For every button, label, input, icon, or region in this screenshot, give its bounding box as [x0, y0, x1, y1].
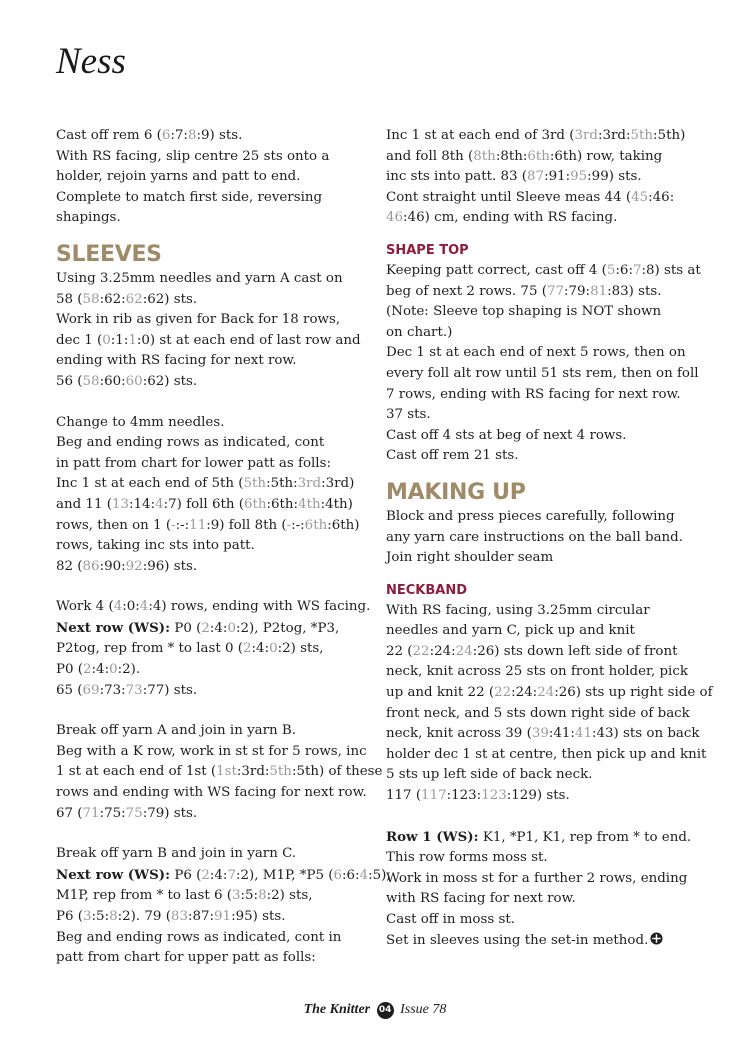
- size-value: 2: [83, 662, 92, 678]
- text-line: Keeping patt correct, cast off 4 (5:6:7:8) sts at: [386, 262, 701, 278]
- size-value: 117: [421, 788, 447, 804]
- size-value: 0: [269, 641, 278, 657]
- sleeves-heading: SLEEVES: [56, 241, 162, 267]
- size-value: 83: [170, 909, 188, 924]
- size-value: 6: [161, 128, 171, 143]
- sleeves-paragraph-1: [56, 269, 376, 393]
- text-line: Cast off rem 6 (6:7:8:9) sts.: [56, 128, 243, 143]
- size-value: 5th: [630, 128, 654, 143]
- size-value: 123: [481, 788, 507, 804]
- text-line: every foll alt row until 51 sts rem, then on foll: [386, 365, 699, 381]
- text-line: Beg with a K row, work in st st for 5 rows, inc: [56, 743, 367, 759]
- text-line: Work in moss st for a further 2 rows, ending: [386, 870, 688, 886]
- size-value: 58: [82, 373, 100, 389]
- text-line: 56 (58:60:60:62) sts.: [56, 373, 198, 389]
- size-value: 69: [82, 682, 100, 698]
- text-line: Next row (WS): P6 (2:4:7:2), M1P, *P5 (6:6:4:5),: [56, 866, 391, 883]
- text-line: P0 (2:4:0:2).: [56, 662, 141, 678]
- text-line: any yarn care instructions on the ball band.: [386, 529, 684, 545]
- text-line: neck, knit across 25 sts on front holder, pick: [386, 664, 688, 680]
- size-value: 11: [189, 517, 207, 533]
- size-value: 1st: [216, 764, 237, 780]
- size-value: 77: [546, 283, 564, 299]
- size-value: 1: [128, 332, 137, 348]
- size-value: 5: [606, 262, 616, 278]
- size-value: 6th: [527, 148, 550, 164]
- size-value: 3rd: [574, 128, 598, 143]
- text-line: Break off yarn A and join in yarn B.: [56, 723, 297, 739]
- text-line: Set in sleeves using the set-in method.: [386, 931, 706, 952]
- size-value: 8: [187, 128, 197, 143]
- page-number-badge: 04: [377, 1002, 394, 1019]
- size-value: 7: [227, 867, 236, 883]
- text-line: in patt from chart for lower patt as folls:: [56, 455, 331, 471]
- size-value: 6: [333, 867, 343, 883]
- size-value: 71: [82, 805, 100, 821]
- text-line: with RS facing for next row.: [386, 891, 576, 907]
- size-value: 45: [631, 189, 649, 205]
- text-line: rows, taking inc sts into patt.: [56, 538, 255, 554]
- text-line: 37 sts.: [386, 407, 431, 423]
- text-line: Work in rib as given for Back for 18 rows,: [56, 312, 341, 328]
- issue-number: Issue 78: [400, 1002, 447, 1017]
- text-line: 5 sts up left side of back neck.: [386, 767, 593, 783]
- size-value: 60: [125, 373, 143, 389]
- text-line: and 11 (13:14:4:7) foll 6th (6th:6th:4th:4th): [56, 496, 353, 512]
- size-value: 95: [570, 169, 588, 185]
- text-line: Row 1 (WS): K1, *P1, K1, rep from * to end.: [386, 828, 692, 845]
- text-line: Inc 1 st at each end of 5th (5th:5th:3rd:3rd): [56, 476, 355, 492]
- text-line: Dec 1 st at each end of next 5 rows, then on: [386, 345, 686, 361]
- text-line: P2tog, rep from * to last 0 (2:4:0:2) sts,: [56, 641, 324, 657]
- text-line: Change to 4mm needles.: [56, 414, 225, 430]
- size-value: 4: [139, 599, 149, 615]
- end-of-pattern-icon: [650, 932, 663, 945]
- size-value: 91: [214, 909, 232, 924]
- size-value: 24: [537, 685, 555, 701]
- text-line: shapings.: [56, 210, 121, 226]
- text-line: ending with RS facing for next row.: [56, 353, 297, 369]
- text-line: 82 (86:90:92:96) sts.: [56, 558, 198, 574]
- magazine-name: The Knitter: [303, 1002, 371, 1017]
- size-value: 39: [531, 726, 549, 742]
- size-value: -: [286, 517, 292, 533]
- text-line: Block and press pieces carefully, following: [386, 508, 675, 524]
- size-value: 6th: [304, 517, 328, 533]
- text-line: Cast off in moss st.: [386, 912, 516, 927]
- size-value: 8th: [473, 148, 496, 164]
- left-column: [56, 126, 391, 969]
- size-value: 92: [125, 558, 143, 574]
- text-line: needles and yarn C, pick up and knit: [386, 623, 635, 639]
- sleeves-paragraph-3: [56, 597, 376, 701]
- text-line: neck, knit across 39 (39:41:41:43) sts on back: [386, 726, 700, 742]
- text-line: Next row (WS): P0 (2:4:0:2), P2tog, *P3,: [56, 619, 340, 636]
- sleeve-increase-paragraph: [386, 126, 706, 229]
- text-line: P6 (3:5:8:2). 79 (83:87:91:95) sts.: [56, 909, 286, 924]
- text-line: inc sts into patt. 83 (87:91:95:99) sts.: [386, 169, 642, 185]
- text-line: Cast off 4 sts at beg of next 4 rows.: [386, 427, 627, 443]
- text-line: 117 (117:123:123:129) sts.: [386, 788, 570, 804]
- text-line: Beg and ending rows as indicated, cont in: [56, 929, 342, 945]
- size-value: 4: [359, 867, 369, 883]
- size-value: 3: [83, 909, 92, 924]
- text-line: holder dec 1 st at centre, then pick up and knit: [386, 746, 707, 762]
- size-value: 8: [258, 888, 267, 904]
- text-line: dec 1 (0:1:1:0) st at each end of last row and: [56, 332, 361, 348]
- text-line: up and knit 22 (22:24:24:26) sts up right side of: [386, 685, 713, 701]
- size-value: 41: [574, 726, 592, 742]
- size-value: 75: [125, 805, 143, 821]
- page-footer: [0, 1002, 750, 1019]
- shape-top-heading: SHAPE TOP: [386, 242, 469, 258]
- sleeves-paragraph-2: [56, 413, 376, 578]
- text-line: 58 (58:62:62:62) sts.: [56, 291, 198, 307]
- size-value: 81: [590, 283, 608, 299]
- row-label: Row 1 (WS):: [386, 828, 479, 845]
- size-value: 58: [82, 291, 100, 307]
- size-value: 2: [243, 641, 252, 657]
- size-value: 5th: [243, 476, 267, 492]
- size-value: 4th: [298, 496, 321, 512]
- size-value: 0: [102, 332, 111, 348]
- cast-off-paragraph: [56, 126, 376, 229]
- size-value: 2: [201, 867, 210, 883]
- making-up-paragraph: [386, 507, 706, 569]
- size-value: 4: [113, 599, 123, 615]
- text-line: rows, then on 1 (-:-:11:9) foll 8th (-:-:6th:6th): [56, 517, 360, 533]
- sleeves-paragraph-4: [56, 721, 383, 824]
- size-value: 86: [82, 558, 100, 574]
- neckband-paragraph: [386, 601, 713, 807]
- size-value: 62: [125, 291, 143, 307]
- text-line: patt from chart for upper patt as folls:: [56, 950, 316, 966]
- text-line: With RS facing, slip centre 25 sts onto a: [56, 148, 330, 164]
- text-line: Break off yarn B and join in yarn C.: [56, 846, 297, 862]
- text-line: 1 st at each end of 1st (1st:3rd:5th:5th) of these: [56, 764, 383, 780]
- text-line: front neck, and 5 sts down right side of back: [386, 705, 690, 721]
- size-value: 87: [527, 169, 545, 185]
- size-value: 8: [109, 909, 118, 924]
- shape-top-paragraph: [386, 261, 706, 467]
- text-line: holder, rejoin yarns and patt to end.: [56, 169, 301, 185]
- size-value: 5th: [269, 764, 292, 780]
- size-value: 73: [125, 682, 143, 698]
- right-column: [386, 126, 713, 951]
- text-line: With RS facing, using 3.25mm circular: [386, 602, 650, 618]
- text-line: Join right shoulder seam: [386, 550, 554, 566]
- text-line: 7 rows, ending with RS facing for next row.: [386, 386, 681, 402]
- size-value: 22: [494, 685, 512, 701]
- sleeves-paragraph-5: [56, 844, 391, 969]
- row-label: Next row (WS):: [56, 866, 171, 883]
- text-line: Using 3.25mm needles and yarn A cast on: [56, 270, 343, 286]
- text-line: 22 (22:24:24:26) sts down left side of front: [386, 643, 678, 659]
- text-line: (Note: Sleeve top shaping is NOT shown: [386, 304, 662, 320]
- size-value: 2: [201, 620, 210, 636]
- size-value: 7: [632, 262, 642, 278]
- text-line: rows and ending with WS facing for next row.: [56, 785, 367, 801]
- text-line: 65 (69:73:73:77) sts.: [56, 682, 198, 698]
- size-value: 0: [227, 620, 236, 636]
- size-value: 24: [455, 643, 473, 659]
- text-line: Cast off rem 21 sts.: [386, 448, 519, 464]
- text-line: Cont straight until Sleeve meas 44 (45:46:: [386, 189, 675, 205]
- size-value: 0: [109, 662, 118, 678]
- size-value: 3rd: [297, 476, 322, 492]
- size-value: 13: [111, 496, 130, 512]
- text-line: Inc 1 st at each end of 3rd (3rd:3rd:5th:5th): [386, 128, 686, 143]
- text-line: 46:46) cm, ending with RS facing.: [386, 210, 618, 226]
- size-value: 4: [155, 496, 164, 512]
- text-line: M1P, rep from * to last 6 (3:5:8:2) sts,: [56, 888, 313, 904]
- size-value: 46: [386, 210, 404, 226]
- size-value: 3: [232, 888, 241, 904]
- text-line: Complete to match first side, reversing: [56, 189, 323, 205]
- text-line: Beg and ending rows as indicated, cont: [56, 435, 325, 451]
- finishing-paragraph: [386, 827, 706, 952]
- text-line: Work 4 (4:0:4:4) rows, ending with WS facing.: [56, 599, 371, 615]
- page-title: Ness: [56, 41, 126, 82]
- making-up-heading: MAKING UP: [386, 479, 526, 505]
- text-line: 67 (71:75:75:79) sts.: [56, 805, 198, 821]
- text-line: beg of next 2 rows. 75 (77:79:81:83) sts.: [386, 283, 662, 299]
- text-line: This row forms moss st.: [386, 850, 548, 866]
- size-value: -: [171, 517, 176, 533]
- size-value: 22: [412, 643, 430, 659]
- neckband-heading: NECKBAND: [386, 582, 468, 598]
- size-value: 6th: [243, 496, 267, 512]
- text-line: and foll 8th (8th:8th:6th:6th) row, taking: [386, 148, 663, 164]
- text-line: on chart.): [386, 324, 453, 340]
- row-label: Next row (WS):: [56, 619, 171, 636]
